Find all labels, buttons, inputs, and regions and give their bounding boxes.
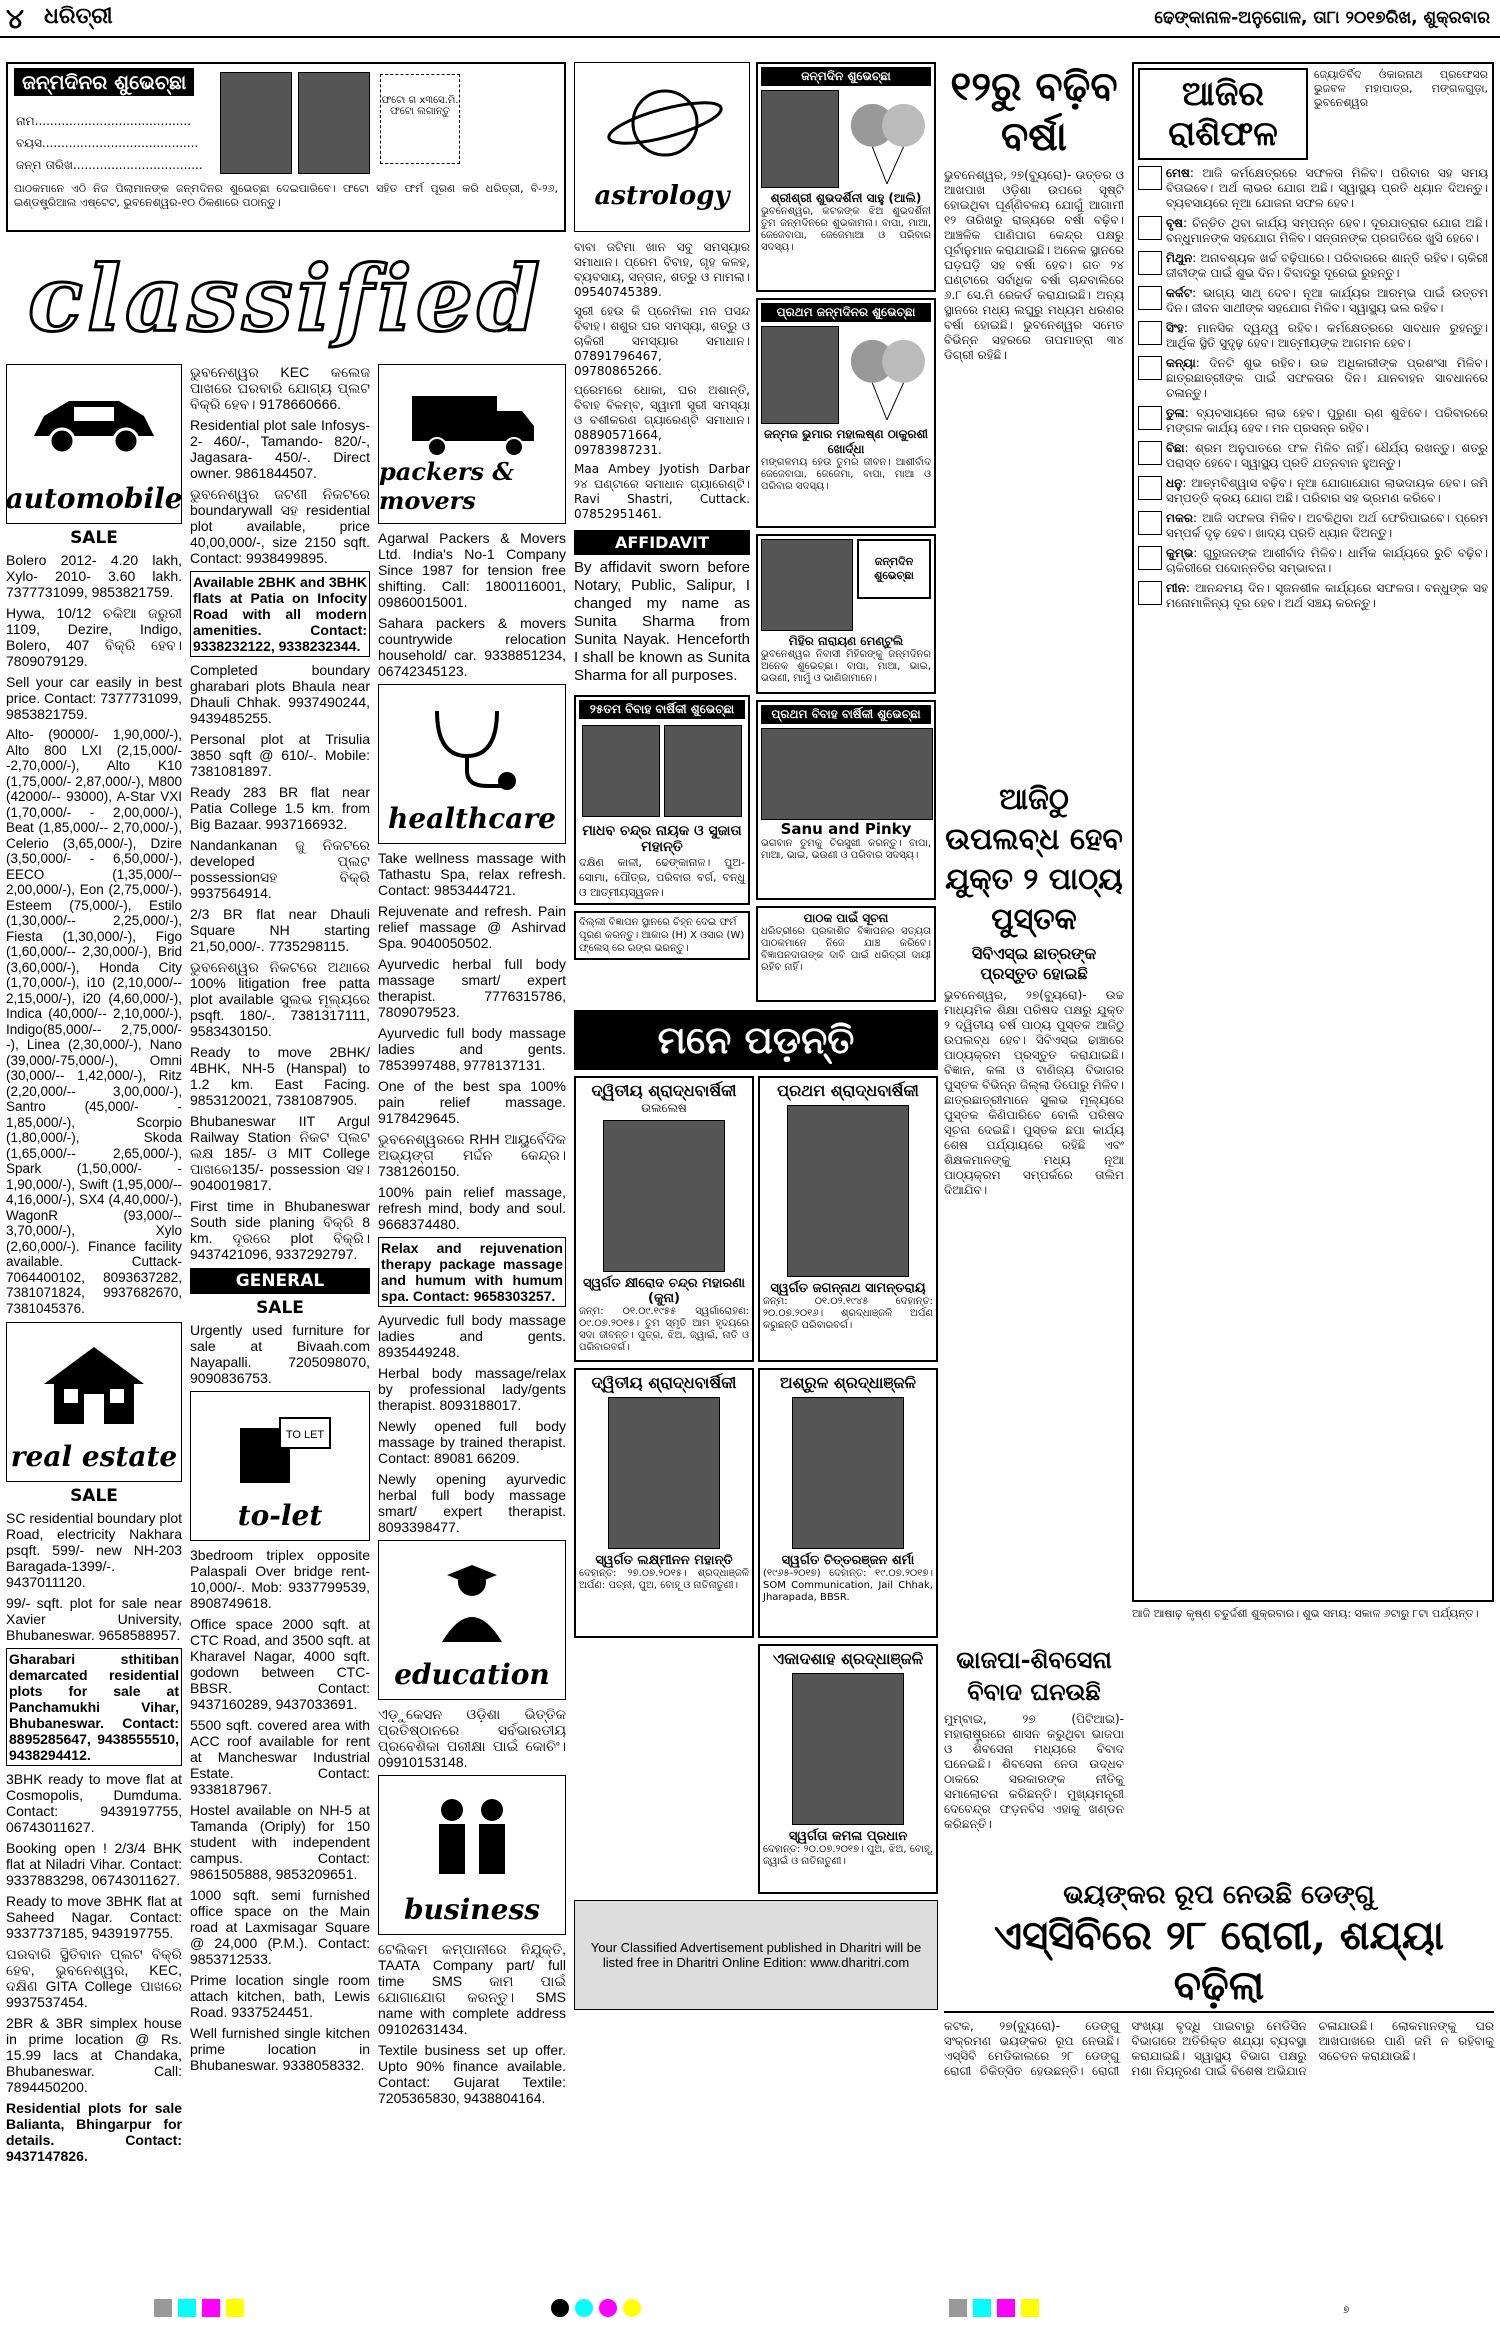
obituary-photo [787, 1105, 909, 1277]
zodiac-icon [1138, 476, 1162, 500]
anniversary-text: ଦକ୍ଷିଣ କାଳୀ, ଢେଙ୍କାନାଳ। ପୁଅ- ସୋମା, ପୌତ୍ର, ପରିବାର ବର୍ଗ, ବନ୍ଧୁ ଓ ଆତ୍ମୀୟସ୍ୱଜନ। [579, 856, 745, 899]
zodiac-text: କର୍କଟ: ଭାଗ୍ୟ ସାଥ୍ ଦେବ। ନୂଆ କାର୍ଯ୍ୟର ଆରମ୍ଭ ପାଇଁ ଉତ୍ତମ ଦିନ। ଜୀବନ ସାଥୀଙ୍କ ସହଯୋଗ ମିଳିବ। ସ୍ୱାସ୍ଥ୍ୟ ଭଲ ରହିବ। [1166, 286, 1488, 315]
classified-ad: 100% pain relief massage, refresh mind, body and soul. 9668374480. [378, 1184, 566, 1232]
classified-ad: Take wellness massage with Tathastu Spa, relax refresh. Contact: 9853444721. [378, 850, 566, 898]
classified-ad: Booking open ! 2/3/4 BHK flat at Niladri Vihar. Contact: 9337883298, 06743011627. [6, 1840, 182, 1888]
classified-ad: 2/3 BR flat near Dhauli Square NH starting 21,50,000/-. 7735298115. [190, 906, 370, 954]
story-dengue [944, 1880, 1494, 2079]
astro-prayer-ad: ସ୍ତ୍ରୀ ହେଉ କି ପ୍ରେମିକା ମନ ପସନ୍ଦ ବିବାହ। ଶଶୁର ଘର ସମସ୍ୟା, ଶତ୍ରୁ ଓ ଚାକିରୀ ସମସ୍ୟାର ସମାଧାନ। 07891796467, 09780865266. [574, 304, 750, 378]
classified-ad: Ayurvedic full body massage ladies and gents. 8935449248. [378, 1312, 566, 1360]
category-label: to-let [237, 1499, 323, 1532]
classified-ad: ଭୁବନେଶ୍ୱର ନିକଟରେ ଅଥାରେ 100% litigation free patta plot available ସୁଲଭ ମୂଲ୍ୟରେ psqft. 180/-. 7381317111, 9583430150. [190, 959, 370, 1039]
classified-ad: 3bedroom triplex opposite Palaspali Over bridge rent- 10,000/-. Mob: 9337799539, 8908749618. [190, 1547, 370, 1611]
business-ads [378, 1941, 566, 2106]
obituary-photo [792, 1397, 904, 1549]
column-3 [378, 364, 566, 2111]
obituary-card [758, 1368, 938, 1638]
house-icon [34, 1339, 154, 1429]
zodiac-text: ତୁଳା: ବ୍ୟବସାୟରେ ଲାଭ ହେବ। ପୁରୁଣା ଋଣ ଶୁଝିବେ। ପରିବାରରେ ମଙ୍ଗଳ କାର୍ଯ୍ୟ ହେବ। ମନ ପ୍ରସନ୍ନ ରହିବ। [1166, 406, 1489, 435]
classified-ad: Sell your car easily in best price. Contact: 7377731099, 9853821759. [6, 674, 182, 722]
pair-text: ଭଗବାନ ତୁମକୁ ଚିରସୁଖୀ କରନ୍ତୁ। ବାପା, ମାଆ, ଭାଇ, ଭଉଣୀ ଓ ପରିବାର ସଦସ୍ୟ। [761, 838, 931, 861]
category-label: business [403, 1893, 541, 1926]
obituary-photo [608, 1397, 720, 1549]
zodiac-text: ଧନୁ: ଆତ୍ମବିଶ୍ୱାସ ବଢ଼ିବ। ନୂଆ ଯୋଗାଯୋଗ ଲାଭଦାୟକ ହେବ। ଜମି ସମ୍ପତ୍ତି କ୍ରୟ ଯୋଗ ଅଛି। ପରିବାର ସହ ଭ୍ରମଣ କରିବେ। [1166, 476, 1488, 505]
headline-politics: ଭାଜପା-ଶିବସେନା ବିବାଦ ଘନଉଛି [956, 1645, 1112, 1706]
photo-size-note: ଫଟୋ ଗ x୩ସେ.ମି. ଫଟୋ ଲଗାନ୍ତୁ [380, 74, 460, 164]
category-automobile [6, 364, 182, 524]
zodiac-name: ବିଛା [1166, 441, 1185, 455]
zodiac-name: ମକର [1166, 511, 1193, 525]
story-politics [944, 1644, 1124, 1832]
birthday-child-photo [761, 326, 839, 424]
zodiac-entry [1138, 546, 1488, 576]
classified-title-wrap [6, 240, 566, 358]
classified-ad: SC residential boundary plot Road, electricity Nakhara psqft. 599/- new NH-203 Baragada-1399/-. 9437011120. [6, 1510, 182, 1590]
classified-ad: Rejuvenate and refresh. Pain relief massage @ Ashirvad Spa. 9040050502. [378, 903, 566, 951]
rashifal-astrologer: ଜ୍ୟୋତିର୍ବିଦ ଓଁକାରନାଥ ପ୍ରଫେସର ଭୁଜବଳ ମହାପାତ୍ର, ମଙ୍ଗଳଗୁଡ଼ା, ଭୁବନେଶ୍ୱର [1314, 68, 1488, 109]
balloons-icon [843, 90, 931, 186]
zodiac-entry [1138, 356, 1488, 401]
category-to-let [190, 1391, 370, 1541]
zodiac-forecast: ଆନନ୍ଦମୟ ଦିନ। ସୃଜନଶୀଳ କାର୍ଯ୍ୟରେ ସଫଳତା। ବନ୍ଧୁଙ୍କ ସହ ମନୋମାଳିନ୍ୟ ଦୂର ହେବ। ଅର୍ଥ ସଞ୍ଚୟ କରନ୍ତୁ। [1166, 581, 1489, 610]
sample-photo-2 [298, 72, 370, 174]
zodiac-icon [1138, 321, 1162, 345]
businessmen-icon [417, 1792, 527, 1882]
zodiac-forecast: ଚିନ୍ତିତ ଥିବା କାର୍ଯ୍ୟ ସମ୍ପନ୍ନ ହେବ। ଦୂରଯାତ୍ରାର ଯୋଗ ଅଛି। ବନ୍ଧୁମାନଙ୍କ ସହଯୋଗ ମିଳିବ। ସନ୍ତାନଙ୍କ ପ୍ରଗତିରେ ଖୁସି ହେବେ। [1166, 216, 1488, 245]
story-textbooks-body: ଭୁବନେଶ୍ୱର, ୨୭(ବ୍ୟୁରୋ)- ଉଚ୍ଚ ମାଧ୍ୟମିକ ଶିକ୍ଷା ପରିଷଦ ପକ୍ଷରୁ ଯୁକ୍ତ ୨ ଦ୍ୱିତୀୟ ବର୍ଷ ପାଠ୍ୟ ପୁସ୍ତକ ଆଜିଠୁ ଉପଲବ୍ଧ ହେବ। ସିବିଏସ୍ଇ ଢାଞ୍ଚାରେ ପାଠ୍ୟକ୍ରମ ପ୍ରସ୍ତୁତ କରାଯାଇଛି। ବିଜ୍ଞାନ, କଳା ଓ ବାଣିଜ୍ୟ ବିଭାଗର ପୁସ୍ତକ ବିଭିନ୍ନ ଜିଲ୍ଲା ଡିପୋରୁ ମିଳିବ। ଛାତ୍ରଛାତ୍ରୀମାନେ ସୁଲଭ ମୂଲ୍ୟରେ ପୁସ୍ତକ କିଣିପାରିବେ ବୋଲି ପରିଷଦ ସୂଚନା ଦେଇଛି। ପୁସ୍ତକ ଛପା କାର୍ଯ୍ୟ ଶେଷ ପର୍ଯ୍ୟାୟରେ ରହିଛି ଏବଂ ଶିକ୍ଷକମାନଙ୍କୁ ମଧ୍ୟ ନୂଆ ପାଠ୍ୟକ୍ରମ ସମ୍ପର୍କରେ ତାଲିମ ଦିଆଯିବ। [944, 988, 1124, 1197]
category-label: packers & movers [379, 457, 515, 515]
birthday-badge: ଜନ୍ମଦିନ ଶୁଭେଚ୍ଛା [857, 539, 931, 599]
story-rain: ଭୁବନେଶ୍ୱର, ୨୭(ବ୍ୟୁରୋ)- ଉତ୍ତର ଓ ଆଖପାଖ ଓଡ଼ିଶା ଉପରେ ସୃଷ୍ଟି ହୋଇଥିବା ଘୂର୍ଣ୍ଣିବଳୟ ଯୋଗୁଁ ଆଗାମୀ ୧୨ ତାରିଖରୁ ରାଜ୍ୟରେ ବର୍ଷା ବଢ଼ିବ। ଆଞ୍ଚଳିକ ପାଣିପାଗ କେନ୍ଦ୍ର ପକ୍ଷରୁ ପୂର୍ବାନୁମାନ କରାଯାଇଛି। ଅନେକ ସ୍ଥାନରେ ଘଡ଼ଘଡ଼ି ସହ ବର୍ଷା ହେବ। ଗତ ୨୪ ଘଣ୍ଟାରେ ସର୍ବାଧିକ ବର୍ଷା ଚାନ୍ଦବାଲିରେ ୬.୮ ସେ.ମି ରେକର୍ଡ କରାଯାଇଛି। ଅନ୍ୟ ସ୍ଥାନରେ ମଧ୍ୟ ଲଘୁରୁ ମଧ୍ୟମ ଧରଣର ବର୍ଷା ହୋଇଛି। ଭୁବନେଶ୍ୱର ସମେତ ବିଭିନ୍ନ ସହରରେ ତାପମାତ୍ରା ୩୪ ଡିଗ୍ରୀ ରହିଛି। [944, 168, 1124, 362]
name-field[interactable]: ନାମ......................................... [16, 114, 192, 128]
zodiac-text: ମୀନ: ଆନନ୍ଦମୟ ଦିନ। ସୃଜନଶୀଳ କାର୍ଯ୍ୟରେ ସଫଳତା। ବନ୍ଧୁଙ୍କ ସହ ମନୋମାଳିନ୍ୟ ଦୂର ହେବ। ଅର୍ଥ ସଞ୍ଚୟ କରନ୍ତୁ। [1166, 581, 1489, 610]
classified-ad: Residential plot sale Infosys-2- 460/-, Tamando- 820/-, Jagasara- 450/-. Direct owner. 9861844507. [190, 417, 370, 481]
zodiac-name: କୁମ୍ଭ [1166, 546, 1194, 560]
obituary-card [574, 1368, 754, 1638]
classified-ad: Residential plots for sale Balianta, Bhingarpur for details. Contact: 9437147826. [6, 2100, 182, 2164]
headline-dengue: ଏସ୍‌ସିବିରେ ୨୮ ରୋଗୀ, ଶଯ୍ୟା ବଢ଼ିଲା [944, 1911, 1494, 2013]
zodiac-icon [1138, 286, 1162, 310]
couple-photo [761, 728, 933, 820]
affidavit-title: AFFIDAVIT [574, 530, 750, 555]
kicker-dengue: ଭୟଙ୍କର ରୂପ ନେଉଛି ଡେଙ୍ଗୁ [1063, 1880, 1375, 1910]
zodiac-forecast: ଆତ୍ମବିଶ୍ୱାସ ବଢ଼ିବ। ନୂଆ ଯୋଗାଯୋଗ ଲାଭଦାୟକ ହେବ। ଜମି ସମ୍ପତ୍ତି କ୍ରୟ ଯୋଗ ଅଛି। ପରିବାର ସହ ଭ୍ରମଣ କରିବେ। [1166, 476, 1488, 505]
category-packers [378, 364, 566, 524]
subhead-textbooks: ସିବିଏସ୍ଇ ଛାତ୍ରଙ୍କ ପ୍ରସ୍ତୁତ ହୋଇଛି [971, 944, 1097, 983]
page-number: ୪ [6, 2, 24, 35]
astro-ambey-ad: Maa Ambey Jyotish Darbar ୨୪ ଘଣ୍ଟାରେ ସମାଧାନ ଗ୍ୟାରେଣ୍ଟି। Ravi Shastri, Cuttack. 07852951461. [574, 462, 750, 521]
zodiac-text: ବିଛା: ଶ୍ରମ ଅନୁପାତରେ ଫଳ ମିଳିବ ନାହିଁ। ଧୈର୍ଯ୍ୟ ରଖନ୍ତୁ। ଶତ୍ରୁ ପରାସ୍ତ ହେବେ। ସ୍ୱାସ୍ଥ୍ୟ ପ୍ରତି ଯତ୍ନବାନ ହୁଅନ୍ତୁ। [1166, 441, 1488, 470]
obituary-heading: ଦ୍ୱିତୀୟ ଶ୍ରାଦ୍ଧବାର୍ଷିକୀ [591, 1081, 737, 1100]
stethoscope-icon [417, 701, 527, 791]
birthday-name: ଶ୍ରୀଶ୍ରୀ ଶୁଭଦର୍ଶିନୀ ସାହୁ (ଆଲି) [770, 191, 922, 205]
zodiac-name: ମିଥୁନ [1166, 251, 1193, 265]
classified-ad: Ayurvedic full body massage ladies and gents. 7853997488, 9778137131. [378, 1025, 566, 1073]
zodiac-name: କନ୍ୟା [1166, 356, 1196, 370]
svg-text:TO LET: TO LET [285, 1429, 325, 1441]
classified-ad: ଭୁବନେଶ୍ୱର KEC କଲେଜ ପାଖରେ ଘରବାରି ଯୋଗ୍ୟ ପ୍ଲଟ ବିକ୍ରି ହେବ। 9178660666. [190, 364, 370, 412]
classified-ad: Ready 283 BR flat near Patia College 1.5 km. from Big Bazaar. 9937166932. [190, 784, 370, 832]
zodiac-entry [1138, 166, 1488, 211]
zodiac-text: କନ୍ୟା: ଦିନଟି ଶୁଭ ରହିବ। ଉଚ୍ଚ ଅଧିକାରୀଙ୍କ ପ୍ରଶଂସା ମିଳିବ। ଛାତ୍ରଛାତ୍ରୀଙ୍କ ପାଇଁ ସଫଳତାର ଦିନ। ଯାନବାହନ ସାବଧାନରେ ଚଳାନ୍ତୁ। [1166, 356, 1489, 400]
obituary-photo [792, 1673, 904, 1825]
classified-ad: Completed boundary gharabari plots Bhaula near Dhauli Chhak. 9937490244, 9439485255. [190, 662, 370, 726]
obituary-heading: ପ୍ରଥମ ଶ୍ରାଦ୍ଧବାର୍ଷିକୀ [777, 1081, 919, 1100]
zodiac-icon [1138, 356, 1162, 380]
rashifal-footer: ଆଜି ଆଷାଢ଼ କୃଷ୍ଣ ଚତୁର୍ଦ୍ଦଶୀ ଶୁକ୍ରବାର। ଶୁଭ ସମୟ: ସକାଳ ୬ଟାରୁ ୮ଟା ପର୍ଯ୍ୟନ୍ତ। [1132, 1607, 1479, 1620]
balloons-icon [843, 326, 931, 422]
obituary-card [758, 1644, 938, 1894]
birthday-text: ଭୁବନେଶ୍ୱର, କଟକଙ୍କ ଝିଅ ଶୁଭଦର୍ଶିନୀ ତୁମ ଜନ୍ମଦିନରେ ଶୁଭକାମନା। ବାପା, ମାଆ, ଜେଜେବାପା, ଜେଜେମାଆ ଓ ପରିବାର ସଦସ୍ୟ। [761, 206, 931, 253]
story-dengue-body: କଟକ, ୨୭(ବ୍ୟୁରୋ)- ଡେଙ୍ଗୁ ସଂକ୍ରମଣ ଭୟଙ୍କର ରୂପ ନେଉଛି। ଏସ୍‌ସିବି ମେଡିକାଲରେ ୨୮ ଡେଙ୍ଗୁ ରୋଗୀ ଚିକିତ୍ସିତ ହେଉଛନ୍ତି। ରୋଗୀ ସଂଖ୍ୟା ବୃଦ୍ଧି ପାଇବାରୁ ମେଡିସିନ ବିଭାଗରେ ଅତିରିକ୍ତ ଶଯ୍ୟା ବ୍ୟବସ୍ଥା କରାଯାଇଛି। ସ୍ୱାସ୍ଥ୍ୟ ବିଭାଗ ପକ୍ଷରୁ ମଶା ନିୟନ୍ତ୍ରଣ ପାଇଁ ବିଶେଷ ଅଭିଯାନ ଚଳାଯାଉଛି। ଲୋକମାନଙ୍କୁ ଘର ଆଖପାଖରେ ପାଣି ଜମି ନ ରହିବାକୁ ସଚେତନ କରାଯାଉଛି। [944, 2019, 1494, 2078]
classified-ad: Prime location single room attach kitchen, bath, Lewis Road. 9337524451. [190, 1972, 370, 2020]
obituary-name: ସ୍ୱର୍ଗତ ଚିତ୍ତରଞ୍ଜନ ଶର୍ମା [781, 1553, 915, 1568]
obituary-text: ଦେହାନ୍ତ: ୨୭.୦୭.୨୦୧୫। ଶ୍ରଦ୍ଧାଞ୍ଜଳି ଅର୍ପଣ: ପତ୍ନୀ, ପୁଅ, ବୋହୂ ଓ ନାତିନାତୁଣୀ। [579, 1568, 749, 1591]
sample-photo-1 [220, 72, 292, 174]
birthday-name: ମିହିର ନାରାୟଣ ମେଣ୍ଟୁଲି [788, 634, 904, 648]
category-label: automobile [5, 482, 183, 515]
zodiac-name: ମେଷ [1166, 166, 1190, 180]
category-education [378, 1540, 566, 1700]
zodiac-icon [1138, 216, 1162, 240]
birthday-card-title: ପ୍ରଥମ ଜନ୍ମଦିନର ଶୁଭେଚ୍ଛା [761, 303, 931, 322]
zodiac-entry [1138, 511, 1488, 541]
anniversary-card [574, 695, 750, 905]
birthday-card-title: ଜନ୍ମଦିନ ଶୁଭେଚ୍ଛା [761, 67, 931, 86]
page-header [0, 0, 1500, 38]
classified-ad: Bolero 2012- 4.20 lakh, Xylo- 2010- 3.60 lakh. 7377731099, 9853821759. [6, 552, 182, 600]
pair-card-title: ପ୍ରଥମ ବିବାହ ବାର୍ଷିକୀ ଶୁଭେଚ୍ଛା [761, 705, 931, 724]
category-healthcare [378, 684, 566, 844]
classified-ad: Textile business set up offer. Upto 90% finance available. Contact: Gujarat Textile: 7205365830, 9438804164. [378, 2042, 566, 2106]
birthday-form [6, 62, 566, 232]
healthcare-ads [378, 850, 566, 1535]
column-2 [190, 364, 370, 2078]
obituary-sub: ଉଲଲେଷ [641, 1101, 687, 1115]
birthday-boy-photo [761, 539, 853, 631]
anniversary-names: ମାଧବ ଚନ୍ଦ୍ର ନାୟକ ଓ ସୁଜାତା ମହାନ୍ତି [582, 823, 742, 855]
reader-notice [756, 906, 936, 1002]
graduate-icon [422, 1557, 522, 1647]
classified-ad: Ayurvedic herbal full body massage smart/ expert therapist. 7776315786, 7809079523. [378, 956, 566, 1020]
truck-icon [402, 381, 542, 461]
classified-ad: 99/- sqft. plot for sale near Xavier University, Bhubaneswar. 9658588957. [6, 1595, 182, 1643]
classified-ad: Urgently used furniture for sale at Bivaah.com Nayapalli. 7205098070, 9090836753. [190, 1322, 370, 1386]
zodiac-forecast: ମାନସିକ ଦ୍ୱନ୍ଦ୍ୱ ରହିବ। କର୍ମକ୍ଷେତ୍ରରେ ସାବଧାନ ରୁହନ୍ତୁ। ଆର୍ଥିକ ସ୍ଥିତି ସୁଦୃଢ଼ ହେବ। ଆତ୍ମୀୟଙ୍କ ଆଗମନ ହେବ। [1166, 321, 1488, 350]
classified-ad: 2BR & 3BR simplex house in prime location @ Rs. 15.99 lacs at Chandaka, Bhubaneswar. Call: 7894450200. [6, 2015, 182, 2095]
pair-names: Sanu and Pinky [780, 820, 912, 838]
classified-ad: First time in Bhubaneswar South side planing ବିକ୍ରି 8 km. ଦୂରରେ plot ବିକ୍ରି। 9437421096, 9337292797. [190, 1198, 370, 1262]
classified-ad-boxed: Available 2BHK and 3BHK flats at Patia on Infocity Road with all modern amenities. Contact: 9338232122, 9338232344. [190, 571, 370, 657]
zodiac-icon [1138, 166, 1162, 190]
photo-wife [664, 725, 742, 817]
obituary-name: ସ୍ୱର୍ଗତ ଜଗନ୍ନାଥ ସାମନ୍ତରାୟ [770, 1281, 926, 1296]
classified-ad: ଏଡ଼ୁକେସନ ଓଡ଼ିଶା ଭିତ୍ତିକ ପ୍ରତିଷ୍ଠାନରେ ସର୍ବଭାରତୀୟ ପ୍ରବେଶିକା ପରୀକ୍ଷା ପାଇଁ କୋଚିଂ। 09910153148. [378, 1706, 566, 1770]
zodiac-text: ବୃଷ: ଚିନ୍ତିତ ଥିବା କାର୍ଯ୍ୟ ସମ୍ପନ୍ନ ହେବ। ଦୂରଯାତ୍ରାର ଯୋଗ ଅଛି। ବନ୍ଧୁମାନଙ୍କ ସହଯୋଗ ମିଳିବ। ସନ୍ତାନଙ୍କ ପ୍ରଗତିରେ ଖୁସି ହେବେ। [1166, 216, 1488, 245]
category-label: education [394, 1658, 550, 1691]
zodiac-icon [1138, 251, 1162, 275]
astro-prayer-ad: ପ୍ରେମରେ ଧୋକା, ଘର ଅଶାନ୍ତି, ବିବାହ ବିଳମ୍ବ, ସ୍ୱାମୀ ସ୍ତ୍ରୀ ସମସ୍ୟା ଓ ବଶୀକରଣ ଗ୍ୟାରେଣ୍ଟି ସମାଧାନ। 08890571664, 09783987231. [574, 383, 750, 457]
auto-ads [6, 552, 182, 1316]
headline-textbooks: ଆଜିଠୁ ଉପଲବ୍ଧ ହେବ ଯୁକ୍ତ ୨ ପାଠ୍ୟ ପୁସ୍ତକ [945, 782, 1123, 937]
classified-ad: 1000 sqft. semi furnished office space on the Main road at Laxmisagar Square @ 24,000 (P.M.). Contact: 9853712533. [190, 1887, 370, 1967]
section-sale: SALE [70, 528, 118, 548]
rashifal-section [1132, 62, 1494, 1602]
category-label: real estate [10, 1440, 178, 1473]
obituary-photo [603, 1120, 725, 1272]
classified-ad: Sahara packers & movers countrywide relocation household/ car. 9338851234, 06742345123. [378, 615, 566, 679]
classified-ad: Newly opened full body massage by trained therapist. Contact: 89081 66209. [378, 1418, 566, 1466]
classified-ad: ଭୁବନେଶ୍ୱର ଜଟଣୀ ନିକଟରେ boundarywall ସହ residential plot available, price 40,00,000/-, size 2150 sqft. Contact: 9938499895. [190, 486, 370, 566]
classified-ad: One of the best spa 100% pain relief massage. 9178429645. [378, 1078, 566, 1126]
classified-ad: 3BHK ready to move flat at Cosmopolis, Dumduma. Contact: 9439197755, 06743011627. [6, 1771, 182, 1835]
masthead-logo: ଧରିତ୍ରୀ [44, 4, 113, 29]
birthday-card-2 [756, 298, 936, 528]
category-business [378, 1775, 566, 1935]
notice-text: ଧରିତ୍ରୀରେ ପ୍ରକାଶିତ ବିଜ୍ଞାପନର ସତ୍ୟତା ପାଠକମାନେ ନିଜେ ଯାଞ୍ଚ କରିବେ। ବିଜ୍ଞାପନଦାତାଙ୍କ ଦାବି ପାଇଁ ଧରିତ୍ରୀ ଦାୟୀ ରହିବ ନାହିଁ। [761, 926, 931, 973]
obituary-card [758, 1076, 938, 1362]
column-4 [574, 62, 750, 960]
realestate-ads-2 [190, 364, 370, 1262]
zodiac-icon [1138, 546, 1162, 570]
zodiac-entry [1138, 321, 1488, 351]
zodiac-entry [1138, 441, 1488, 471]
column-5 [944, 62, 1124, 363]
zodiac-entry [1138, 476, 1488, 506]
zodiac-list [1138, 166, 1488, 611]
classified-ad-boxed: Relax and rejuvenation therapy package massage and humum with humum spa. Contact: 9658303257. [378, 1237, 566, 1307]
birthday-child-photo [761, 90, 839, 188]
registration-marks [151, 2299, 247, 2321]
age-field[interactable]: ବୟସ......................................... [16, 136, 199, 150]
category-label: healthcare [388, 802, 556, 835]
zodiac-entry [1138, 581, 1488, 611]
obituary-text: (୧୯୬୫-୨୦୧୭) ଦେହାନ୍ତ: ୧୯.୦୭.୨୦୧୭। SOM Communication, Jail Chhak, Jharapada, BBSR. [763, 1568, 933, 1603]
obituary-name: ସ୍ୱର୍ଗତ ଲକ୍ଷ୍ମୀନନ ମହାନ୍ତି [595, 1553, 733, 1568]
birthday-text: ଭୁବନେଶ୍ୱର ନିବାସୀ ମିହିରଙ୍କୁ ଜନ୍ମଦିନର ଅନେକ ଶୁଭେଚ୍ଛା। ବାପା, ମାଆ, ଭାଇ, ଭଉଣୀ, ମାମୁଁ ଓ ଭାଣିଜାମାନେ। [761, 649, 931, 684]
print-color-bar [0, 2294, 1500, 2326]
section-sale: SALE [70, 1486, 118, 1506]
zodiac-entry [1138, 216, 1488, 246]
zodiac-icon [1138, 511, 1162, 535]
zodiac-name: ମୀନ [1166, 581, 1186, 595]
tolet-ads [190, 1547, 370, 2073]
obituary-text: ଜନ୍ମ: ୦୧.୦୨.୧୯୪୫ ଦେହାନ୍ତ: ୨୦.୦୭.୨୦୧୬। ଶ୍ରଦ୍ଧାଞ୍ଜଳି ଅର୍ପଣ କରୁଛନ୍ତି ପରିବାରବର୍ଗ। [763, 1296, 933, 1331]
zodiac-forecast: ବ୍ୟବସାୟରେ ଲାଭ ହେବ। ପୁରୁଣା ଋଣ ଶୁଝିବେ। ପରିବାରରେ ମଙ୍ଗଳ କାର୍ଯ୍ୟ ହେବ। ମନ ପ୍ରସନ୍ନ ରହିବ। [1166, 406, 1489, 435]
notice-title: ପାଠକ ପାଇଁ ସୂଚନା [803, 911, 889, 925]
astro-prayer-ad: ବାବା ଜଟିମା ଖାନ ସବୁ ସମସ୍ୟାର ସମାଧାନ। ପ୍ରେମ ବିବାହ, ଗୃହ କଳହ, ବ୍ୟବସାୟ, ସନ୍ତାନ, ଶତ୍ରୁ ଓ ମାମଲା। 09540745389. [574, 240, 750, 299]
classified-title: classified [28, 246, 544, 352]
classified-ad: ଟେଲିକମ କମ୍ପାନୀରେ ନିଯୁକ୍ତି, TAATA Company part/ full time SMS କାମ ପାଇଁ ଯୋଗାଯୋଗ କରନ୍ତୁ। SMS name with complete address 09102631434. [378, 1941, 566, 2037]
classified-ad: Bhubaneswar IIT Argul Railway Station ନିକଟ ପ୍ଲଟ ଲକ୍ଷ 185/- ଓ MIT College ପାଖରେ135/- possession ସହ। 9040019817. [190, 1113, 370, 1193]
zodiac-icon [1138, 406, 1162, 430]
pair-anniversary-card [756, 700, 936, 900]
zodiac-forecast: ଅନାବଶ୍ୟକ ଖର୍ଚ୍ଚ ବଢ଼ିପାରେ। ପରିବାରରେ ଶାନ୍ତି ରହିବ। ଚାକିରୀ ଜୀବୀଙ୍କ ପାଇଁ ଶୁଭ ଦିନ। ବିବାଦରୁ ଦୂରେଇ ରୁହନ୍ତୁ। [1166, 251, 1488, 280]
obituary-banner [574, 1010, 938, 1070]
registration-marks [548, 2299, 644, 2321]
classified-ad: Herbal body massage/relax by professional lady/gents therapist. 8093188017. [378, 1365, 566, 1413]
classified-ad: Agarwal Packers & Movers Ltd. India's No-1 Company Since 1987 for tension free shifting. Call: 1800116001, 09860015001. [378, 530, 566, 610]
free-listing-ad: Your Classified Advertisement published in Dharitri will be listed free in Dharitri Online Edition: www.dharitri.com [574, 1900, 938, 2010]
classified-ad: Hywa, 10/12 ଚକିଆ ଜରୁରୀ 1109, Dezire, Indigo, Bolero, 407 ବିକ୍ରି ହେବ। 7809079129. [6, 605, 182, 669]
zodiac-forecast: ଭାଗ୍ୟ ସାଥ୍ ଦେବ। ନୂଆ କାର୍ଯ୍ୟର ଆରମ୍ଭ ପାଇଁ ଉତ୍ତମ ଦିନ। ଜୀବନ ସାଥୀଙ୍କ ସହଯୋଗ ମିଳିବ। ସ୍ୱାସ୍ଥ୍ୟ ଭଲ ରହିବ। [1166, 286, 1488, 315]
rashifal-title: ଆଜିର ରାଶିଫଳ [1138, 68, 1308, 160]
category-real-estate [6, 1322, 182, 1482]
zodiac-name: ଧନୁ [1166, 476, 1183, 490]
anniversary-title: ୨୫ତମ ବିବାହ ବାର୍ଷିକୀ ଶୁଭେଚ୍ଛା [579, 700, 745, 719]
zodiac-entry [1138, 406, 1488, 436]
to-let-sign-icon [220, 1408, 340, 1488]
birthday-text: ମଙ୍ଗଳମୟ ହେଉ ତୁମର ଜୀବନ। ଆଶୀର୍ବାଦ ଜେଜେବାପା, ଜେଜେମା, ବାପା, ମାଆ ଓ ପରିବାର ସଦସ୍ୟ। [761, 457, 931, 492]
zodiac-name: କର୍କଟ [1166, 286, 1193, 300]
zodiac-forecast: ଦିନଟି ଶୁଭ ରହିବ। ଉଚ୍ଚ ଅଧିକାରୀଙ୍କ ପ୍ରଶଂସା ମିଳିବ। ଛାତ୍ରଛାତ୍ରୀଙ୍କ ପାଇଁ ସଫଳତାର ଦିନ। ଯାନବାହନ ସାବଧାନରେ ଚଳାନ୍ତୁ। [1166, 356, 1489, 400]
classified-ad: Personal plot at Trisulia 3850 sqft @ 610/-. Mobile: 7381081897. [190, 731, 370, 779]
photo-husband [582, 725, 660, 817]
ad-offer-box: ଦିଲ୍ଲୀ ବିଜ୍ଞାପନ ସ୍ଥାନରେ ଚିହ୍ନ ଦେଇ ଫର୍ମ ପୂରଣ କରନ୍ତୁ। ଆକାର (H) X ଓସାର (W) ଫ୍ଲେସ୍ ରେ ରଙ୍ଗ ଭରନ୍ତୁ। [574, 911, 750, 960]
obituary-heading: ଅଶ୍ରୁଳ ଶ୍ରଦ୍ଧାଞ୍ଜଳି [780, 1373, 916, 1392]
classified-ad: 5500 sqft. covered area with ACC roof available for rent at Mancheswar Industrial Estate. Contact: 9338187967. [190, 1717, 370, 1797]
classified-ad: ଘରବାରି ସ୍ଥିତିବାନ ପ୍ଲଟ ବିକ୍ରି ହେବ, ଭୁବନେଶ୍ୱର, KEC, ଦକ୍ଷିଣ GITA College ପାଖରେ 9937537454. [6, 1946, 182, 2010]
affidavit-text: By affidavit sworn before Notary, Public, Salipur, I changed my name as Sunita Sharma from Sunita Nayak. Henceforth I shall be known as Sunita Sharma for all purposes. [574, 559, 750, 684]
section-general: GENERAL [190, 1268, 370, 1294]
zodiac-text: ମକର: ଆଜି ସଫଳତା ମିଳିବ। ଅଟକିଥିବା ଅର୍ଥ ଫେରିପାଇବେ। ପ୍ରେମ ସମ୍ପର୍କ ଦୃଢ଼ ହେବ। ଖାଦ୍ୟ ପ୍ରତି ଧ୍ୟାନ ଦିଅନ୍ତୁ। [1166, 511, 1489, 540]
section-sale: SALE [256, 1298, 304, 1318]
obituary-heading: ଦ୍ୱିତୀୟ ଶ୍ରାଦ୍ଧବାର୍ଷିକୀ [591, 1373, 737, 1392]
classified-ad-boxed: Gharabari sthitiban demarcated residential plots for sale at Panchamukhi Vihar, Bhubaneswar. Contact: 8895285647, 9438555510, 9438294412. [6, 1648, 182, 1766]
classified-ad: Well furnished single kitchen prime location in Bhubaneswar. 9338058332. [190, 2025, 370, 2073]
astrology-label: astrology [594, 181, 730, 211]
page-footer-number: ୭ [1343, 2304, 1350, 2316]
education-ads [378, 1706, 566, 1770]
classified-ad: ଭୁବନେଶ୍ୱରରେ RHH ଆୟୁର୍ବେଦିକ ଅଭ୍ୟଙ୍ଗ ମର୍ଦ୍ଦନ କେନ୍ଦ୍ର। 7381260150. [378, 1131, 566, 1179]
birthday-name: ଜନ୍ମଜ ଭୁମାର ମହାଲଷ୍ଣ ଠାକୁରଶୀ ଖୋର୍ଦ୍ଧା [764, 427, 928, 456]
story-textbooks [944, 780, 1124, 1198]
zodiac-name: ତୁଳା [1166, 406, 1185, 420]
zodiac-name: ସିଂହ [1166, 321, 1184, 335]
zodiac-forecast: ଗୁରୁଜନଙ୍କ ଆଶୀର୍ବାଦ ମିଳିବ। ଧାର୍ମିକ କାର୍ଯ୍ୟରେ ରୁଚି ବଢ଼ିବ। ଚାକିରୀରେ ପଦୋନ୍ନତିର ସମ୍ଭାବନା। [1166, 546, 1488, 575]
birthday-form-title: ଜନ୍ମଦିନର ଶୁଭେଚ୍ଛା [14, 68, 194, 96]
classified-ad: Alto- (90000/- 1,90,000/-), Alto 800 LXI (2,15,000/- -2,70,000/-), Alto K10 (1,75,000/- 2,87,000/-), M800 (42000/-- 93000), A-Star VXI (1,70,000/- - 2,00,000/-), Beat (1,85,000/-- 2,70,000/-), Celerio (3,65,000/-), Dzire (3,50,000/- - 6,50,000/-), EECO (1,35,000/-- 2,00,000/-), Eon (2,75,000/-), Esteem (75,000/-), Estilo (1,30,000/-- 2,25,000/-), Fiesta (1,30,000/-), Figo (1,60,000/-- 2,30,000/-), Brid (3,60,000/-), Honda City (1,70,000/-), i10 (2,10,000/-- 2,15,000/-), i20 (4,60,000/-), Indica (40,000/-- 2,10,000/-), Indigo(85,000/-- 2,75,000/- -), Linea (2,30,000/-), Nano (39,000/-75,000/-), Omni (30,000/-- 1,42,000/-), Ritz (2,20,000/-- 3,00,000/-), Santro (45,000/- - 1,85,000/-), Scorpio (1,80,000/-), Skoda (1,65,000/-- 2,65,000/-), Spark (1,50,000/- - 1,90,000/-), Swift (1,95,000/-- 4,16,000/-), SX4 (4,40,000/-), WagonR (93,000/-- 3,70,000/-), Xylo (2,60,000/-). Finance facility available. Cuttack-7064400102, 8093637282, 7381071824, 9937682670, 7381045376. [6, 727, 182, 1316]
zodiac-icon [1138, 441, 1162, 465]
obituary-text: ଦେହାନ୍ତ: ୨୦.୦୭.୨୦୧୭। ପୁଅ, ଝିଅ, ବୋହୂ, ଜ୍ୱାଇଁ ଓ ନାତିନାତୁଣୀ। [763, 1844, 933, 1867]
classified-ad: Newly opening ayurvedic herbal full body massage smart/ expert therapist. 8093398477. [378, 1471, 566, 1535]
zodiac-text: କୁମ୍ଭ: ଗୁରୁଜନଙ୍କ ଆଶୀର୍ବାଦ ମିଳିବ। ଧାର୍ମିକ କାର୍ଯ୍ୟରେ ରୁଚି ବଢ଼ିବ। ଚାକିରୀରେ ପଦୋନ୍ନତିର ସମ୍ଭାବନା। [1166, 546, 1488, 575]
dob-field[interactable]: ଜନ୍ମ ତାରିଖ.................................. [16, 158, 203, 172]
birthday-form-fields[interactable] [16, 110, 206, 176]
zodiac-entry [1138, 286, 1488, 316]
headline-rain: ୧୨ରୁ ବଢ଼ିବ ବର୍ଷା [950, 63, 1118, 160]
classified-ad: Ready to move 2BHK/ 4BHK, NH-5 (Hanspal) to 1.2 km. East Facing. 9853120021, 7381087905. [190, 1044, 370, 1108]
zodiac-text: ମିଥୁନ: ଅନାବଶ୍ୟକ ଖର୍ଚ୍ଚ ବଢ଼ିପାରେ। ପରିବାରରେ ଶାନ୍ତି ରହିବ। ଚାକିରୀ ଜୀବୀଙ୍କ ପାଇଁ ଶୁଭ ଦିନ। ବିବାଦରୁ ଦୂରେଇ ରୁହନ୍ତୁ। [1166, 251, 1488, 280]
classified-ad: Nandankanan ଜୁ ନିକଟରେ developed ପ୍ଲଟ possessionସହ ବିକ୍ରି 9937564914. [190, 837, 370, 901]
column-1 [6, 364, 182, 2169]
classified-ad: Ready to move 3BHK flat at Saheed Nagar. Contact: 9337737185, 9439197755. [6, 1893, 182, 1941]
dateline: ଢେଙ୍କାନାଳ-ଅନୁଗୋଳ, ତା୮ା ୨୦୧୭ରିଖ, ଶୁକ୍ରବାର [1154, 8, 1490, 28]
realestate-ads [6, 1510, 182, 2164]
obituary-name: ସ୍ୱର୍ଗତ କ୍ଷୀରୋଦ ଚନ୍ଦ୍ର ମହାରଣା (କୁନା) [582, 1276, 746, 1306]
obituary-banner-title: ମନେ ପଡ଼ନ୍ତି [657, 1017, 855, 1062]
car-icon [24, 381, 164, 461]
birthday-form-footer: ପାଠକମାନେ ଏଠି ନିଜ ପିଲାମାନଙ୍କ ଜନ୍ମଦିନର ଶୁଭେଚ୍ଛା ଦେଇପାରିବେ। ଫଟୋ ସହିତ ଫର୍ମ ପୂରଣ କରି ଧରିତ୍ରୀ, ବି-୨୬, ଇଣ୍ଡଷ୍ଟ୍ରିଆଲ ଏଷ୍ଟେଟ, ଭୁବନେଶ୍ୱର-୧୦ ଠିକଣାରେ ପଠାନ୍ତୁ। [14, 182, 558, 209]
zodiac-forecast: ଆଜି କର୍ମକ୍ଷେତ୍ରରେ ସଫଳତା ମିଳିବ। ପରିବାର ସହ ସମୟ ବିତାଇବେ। ଅର୍ଥ ଲାଭର ଯୋଗ ଅଛି। ସ୍ୱାସ୍ଥ୍ୟ ପ୍ରତି ଧ୍ୟାନ ଦିଅନ୍ତୁ। ବ୍ୟବସାୟରେ ନୂଆ ଯୋଜନା ସଫଳ ହେବ। [1166, 166, 1488, 210]
zodiac-entry [1138, 251, 1488, 281]
zodiac-name: ବୃଷ [1166, 216, 1184, 230]
classified-ad: Office space 2000 sqft. at CTC Road, and 3500 sqft. at Kharavel Nagar, 4000 sqft. godown between CTC- BBSR. Contact: 9437160289, 9437033691. [190, 1616, 370, 1712]
zodiac-forecast: ଆଜି ସଫଳତା ମିଳିବ। ଅଟକିଥିବା ଅର୍ଥ ଫେରିପାଇବେ। ପ୍ରେମ ସମ୍ପର୍କ ଦୃଢ଼ ହେବ। ଖାଦ୍ୟ ପ୍ରତି ଧ୍ୟାନ ଦିଅନ୍ତୁ। [1166, 511, 1489, 540]
packers-ads [378, 530, 566, 679]
obituary-text: ଜନ୍ମ: ୦୧.୦୯.୧୯୫୫ ସ୍ୱର୍ଗାରୋହଣ: ୦୯.୦୭.୨୦୧୫। ତୁମ ସ୍ମୃତି ଆମ ହୃଦୟରେ ସଦା ଜୀବନ୍ତ। ପୁତ୍ର, ଝିଅ, ଜ୍ୱାଇଁ, ନାତି ଓ ପରିବାରବର୍ଗ। [579, 1306, 749, 1353]
obituary-name: ସ୍ୱର୍ଗତା କମଳା ପ୍ରଧାନ [788, 1829, 908, 1844]
zodiac-icon [1138, 581, 1162, 605]
registration-marks [946, 2299, 1042, 2321]
zodiac-text: ମେଷ: ଆଜି କର୍ମକ୍ଷେତ୍ରରେ ସଫଳତା ମିଳିବ। ପରିବାର ସହ ସମୟ ବିତାଇବେ। ଅର୍ଥ ଲାଭର ଯୋଗ ଅଛି। ସ୍ୱାସ୍ଥ୍ୟ ପ୍ରତି ଧ୍ୟାନ ଦିଅନ୍ତୁ। ବ୍ୟବସାୟରେ ନୂଆ ଯୋଜନା ସଫଳ ହେବ। [1166, 166, 1488, 210]
birthday-card-3 [756, 534, 936, 694]
zodiac-forecast: ଶ୍ରମ ଅନୁପାତରେ ଫଳ ମିଳିବ ନାହିଁ। ଧୈର୍ଯ୍ୟ ରଖନ୍ତୁ। ଶତ୍ରୁ ପରାସ୍ତ ହେବେ। ସ୍ୱାସ୍ଥ୍ୟ ପ୍ରତି ଯତ୍ନବାନ ହୁଅନ୍ତୁ। [1166, 441, 1488, 470]
story-politics-body: ମୁମ୍ବାଇ, ୨୭ (ପିଟିଆଇ)- ମହାରାଷ୍ଟ୍ରରେ ଶାସନ କରୁଥିବା ଭାଜପା ଓ ଶିବସେନା ମଧ୍ୟରେ ବିବାଦ ଘନେଇଛି। ଶିବସେନା ନେତା ଉଦ୍ଧବ ଠାକରେ ସରକାରଙ୍କ ନୀତିକୁ ସମାଲୋଚନା କରିଛନ୍ତି। ମୁଖ୍ୟମନ୍ତ୍ରୀ ଦେବେନ୍ଦ୍ର ଫଡ଼ନବିସ ଏହାକୁ ଖଣ୍ଡନ କରିଛନ୍ତି। [944, 1712, 1124, 1831]
classified-ad: Hostel available on NH-5 at Tamanda (Oriply) for 150 student with independent campus. Contact: 9861505888, 9853209651. [190, 1802, 370, 1882]
birthday-card-1 [756, 62, 936, 292]
obituary-heading: ଏକାଦଶାହ ଶ୍ରଦ୍ଧାଞ୍ଜଳି [772, 1649, 924, 1668]
general-ads [190, 1322, 370, 1386]
obituary-card [574, 1076, 754, 1362]
zodiac-text: ସିଂହ: ମାନସିକ ଦ୍ୱନ୍ଦ୍ୱ ରହିବ। କର୍ମକ୍ଷେତ୍ରରେ ସାବଧାନ ରୁହନ୍ତୁ। ଆର୍ଥିକ ସ୍ଥିତି ସୁଦୃଢ଼ ହେବ। ଆତ୍ମୀୟଙ୍କ ଆଗମନ ହେବ। [1166, 321, 1488, 350]
